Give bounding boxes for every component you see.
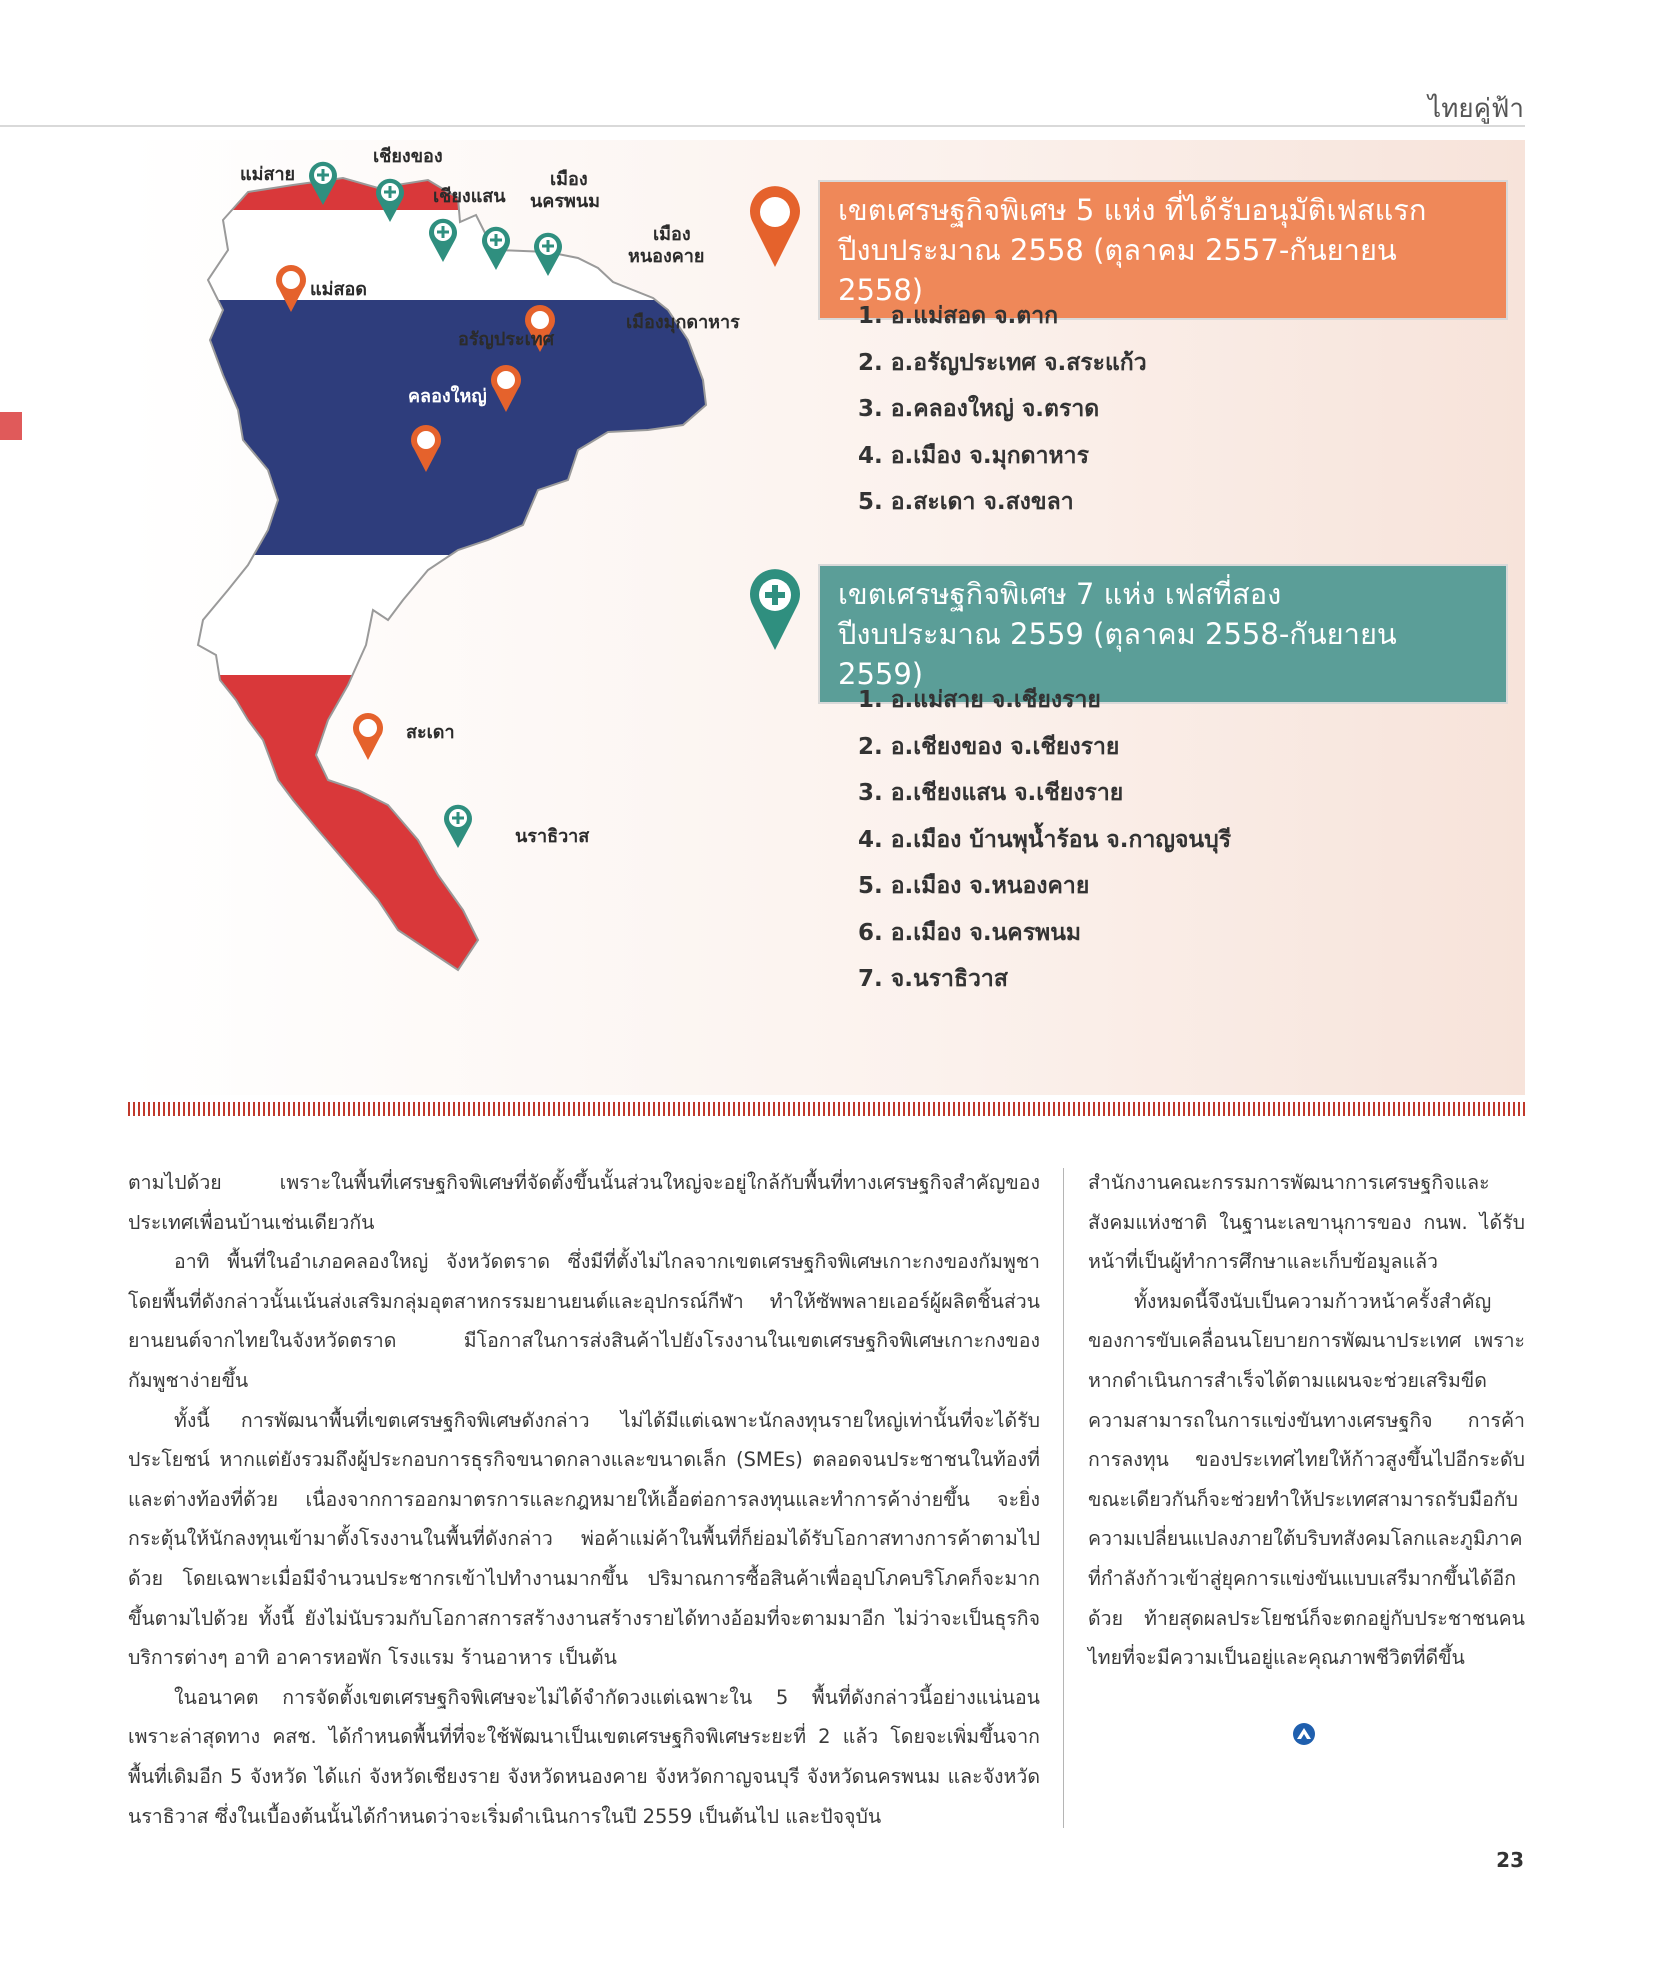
dashed-separator [128,1102,1525,1116]
label-chiang-saen: เชียงแสน [433,186,506,207]
list-item: 5. อ.เมือง จ.หนองคาย [858,873,1090,899]
flag-stripe-white-top [128,210,828,300]
label-khlong-yai: คลองใหญ่ [408,386,487,407]
phase1-title-line1: เขตเศรษฐกิจพิเศษ 5 แห่ง ที่ได้รับอนุมัติเฟสแรก [838,193,1427,227]
label-mukdahan: เมืองมุกดาหาร [626,312,740,333]
article-paragraph: สำนักงานคณะกรรมการพัฒนาการเศรษฐกิจและสังคมแห่งชาติ ในฐานะเลขานุการของ กนพ. ได้รับหน้าที่เป็นผู้ทำการศึกษาและเก็บข้อมูลแล้ว [1088,1171,1525,1274]
label-chiang-khong: เชียงของ [373,146,443,167]
list-item: 4. อ.เมือง บ้านพุน้ำร้อน จ.กาญจนบุรี [858,826,1232,853]
header-rule [0,125,1525,127]
label-sadao: สะเดา [406,722,455,743]
phase2-title-line1: เขตเศรษฐกิจพิเศษ 7 แห่ง เฟสที่สอง [838,577,1282,611]
flag-stripe-red-bottom [128,675,828,1095]
list-item: 6. อ.เมือง จ.นครพนม [858,919,1082,946]
article-right-column [1088,1163,1525,1678]
list-item: 1. อ.แม่สอด จ.ตาก [858,303,1059,329]
pin-narathiwat [444,805,472,848]
magazine-name: ไทยคู่ฟ้า [1428,94,1524,124]
list-item: 1. อ.แม่สาย จ.เชียงราย [858,687,1101,713]
flag-stripe-white-bottom [128,555,828,675]
article-paragraph: อาทิ พื้นที่ในอำเภอคลองใหญ่ จังหวัดตราด ซึ่งมีที่ตั้งไม่ไกลจากเขตเศรษฐกิจพิเศษเกาะกงของกัมพูชา โดยพื้นที่ดังกล่าวนั้นเน้นส่งเสริมกลุ่มอุตสาหกรรมยานยนต์และอุปกรณ์กีฬา ทำให้ซัพพลายเออร์ผู้ผลิตชิ้นส่วนยานยนต์จากไทยในจังหวัดตราด มีโอกาสในการส่งสินค้าไปยังโรงงานในเขตเศรษฐกิจพิเศษเกาะกงของกัมพูชาง่ายขึ้น [128,1250,1040,1392]
page-number: 23 [1496,1848,1524,1872]
label-mae-sai: แม่สาย [240,164,296,185]
article-paragraph: ในอนาคต การจัดตั้งเขตเศรษฐกิจพิเศษจะไม่ได้จำกัดวงแต่เฉพาะใน 5 พื้นที่ดังกล่าวนี้อย่างแน่นอน เพราะล่าสุดทาง คสช. ได้กำหนดพื้นที่ที่จะใช้พัฒนาเป็นเขตเศรษฐกิจพิเศษระยะที่ 2 แล้ว โดยจะเพิ่มขึ้นจากพื้นที่เดิมอีก 5 จังหวัด ได้แก่ จังหวัดเชียงราย จังหวัดหนองคาย จังหวัดกาญจนบุรี จังหวัดนครพนม และจังหวัดนราธิวาส ซึ่งในเบื้องต้นนั้นได้กำหนดว่าจะเริ่มดำเนินการในปี 2559 เป็นต้นไป และปัจจุบัน [128,1685,1040,1828]
list-item: 3. อ.เชียงแสน จ.เชียงราย [858,780,1124,806]
phase1-zone-list [858,293,1147,526]
article-paragraph: ทั้งหมดนี้จึงนับเป็นความก้าวหน้าครั้งสำคัญของการขับเคลื่อนนโยบายการพัฒนาประเทศ เพราะหากดำเนินการสำเร็จได้ตามแผนจะช่วยเสริมขีดความสามารถในการแข่งขันทางเศรษฐกิจ การค้า การลงทุน ของประเทศไทยให้ก้าวสูงขึ้นไปอีกระดับ ขณะเดียวกันก็จะช่วยทำให้ประเทศสามารถรับมือกับความเปลี่ยนแปลงภายใต้บริบทสังคมโลกและภูมิภาคที่กำลังก้าวเข้าสู่ยุคการแข่งขันแบบเสรีมากขึ้นได้อีกด้วย ท้ายสุดผลประโยชน์ก็จะตกอยู่กับประชาชนคนไทยที่จะมีความเป็นอยู่และคุณภาพชีวิตที่ดีขึ้น [1088,1289,1525,1670]
list-item: 5. อ.สะเดา จ.สงขลา [858,489,1074,515]
phase2-title-line2: ปีงบประมาณ 2559 (ตุลาคม 2558-กันยายน 2559) [838,617,1397,691]
pin-sadao [353,713,383,760]
label-mae-sot: แม่สอด [310,279,367,300]
sez-infographic [128,140,1525,1095]
list-item: 2. อ.อรัญประเทศ จ.สระแก้ว [858,349,1147,376]
phase1-title-line2: ปีงบประมาณ 2558 (ตุลาคม 2557-กันยายน 2558) [838,233,1397,307]
list-item: 7. จ.นราธิวาส [858,966,1008,992]
label-mueang-1: เมือง [550,169,588,190]
list-item: 3. อ.คลองใหญ่ จ.ตราด [858,396,1100,422]
list-item: 4. อ.เมือง จ.มุกดาหาร [858,442,1089,469]
label-mueang-2: เมือง [653,224,691,245]
label-narathiwat: นราธิวาส [515,826,590,847]
article-left-column [128,1163,1040,1836]
government-emblem-icon [1292,1722,1316,1746]
article-paragraph: ทั้งนี้ การพัฒนาพื้นที่เขตเศรษฐกิจพิเศษดังกล่าว ไม่ได้มีแต่เฉพาะนักลงทุนรายใหญ่เท่านั้นที่จะได้รับประโยชน์ หากแต่ยังรวมถึงผู้ประกอบการธุรกิจขนาดกลางและขนาดเล็ก (SMEs) ตลอดจนประชาชนในท้องที่และต่างท้องที่ด้วย เนื่องจากการออกมาตรการและกฎหมายให้เอื้อต่อการลงทุนและทำการค้าง่ายขึ้น จะยิ่งกระตุ้นให้นักลงทุนเข้ามาตั้งโรงงานในพื้นที่ดังกล่าว พ่อค้าแม่ค้าในพื้นที่ก็ย่อมได้รับโอกาสทางการค้าตามไปด้วย โดยเฉพาะเมื่อมีจำนวนประชากรเข้าไปทำงานมากขึ้น ปริมาณการซื้อสินค้าเพื่ออุปโภคบริโภคก็จะมากขึ้นตามไปด้วย ทั้งนี้ ยังไม่นับรวมกับโอกาสการสร้างงานสร้างรายได้ทางอ้อมที่จะตามมาอีก ไม่ว่าจะเป็นธุรกิจบริการต่างๆ อาทิ อาคารหอพัก โรงแรม ร้านอาหาร เป็นต้น [128,1408,1040,1670]
column-divider [1063,1168,1064,1828]
label-nakhon-phanom: นครพนม [530,191,601,212]
article-paragraph: ตามไปด้วย เพราะในพื้นที่เศรษฐกิจพิเศษที่จัดตั้งขึ้นนั้นส่วนใหญ่จะอยู่ใกล้กับพื้นที่ทางเศรษฐกิจสำคัญของประเทศเพื่อนบ้านเช่นเดียวกัน [128,1171,1040,1234]
list-item: 2. อ.เชียงของ จ.เชียงราย [858,733,1120,760]
red-edge-mark [0,412,22,440]
green-plus-pin-icon [748,568,802,652]
label-nong-khai: หนองคาย [628,246,705,267]
orange-location-pin-icon [748,185,802,269]
phase2-zone-list [858,677,1231,1003]
label-aranyaprathet: อรัญประเทศ [458,329,555,350]
